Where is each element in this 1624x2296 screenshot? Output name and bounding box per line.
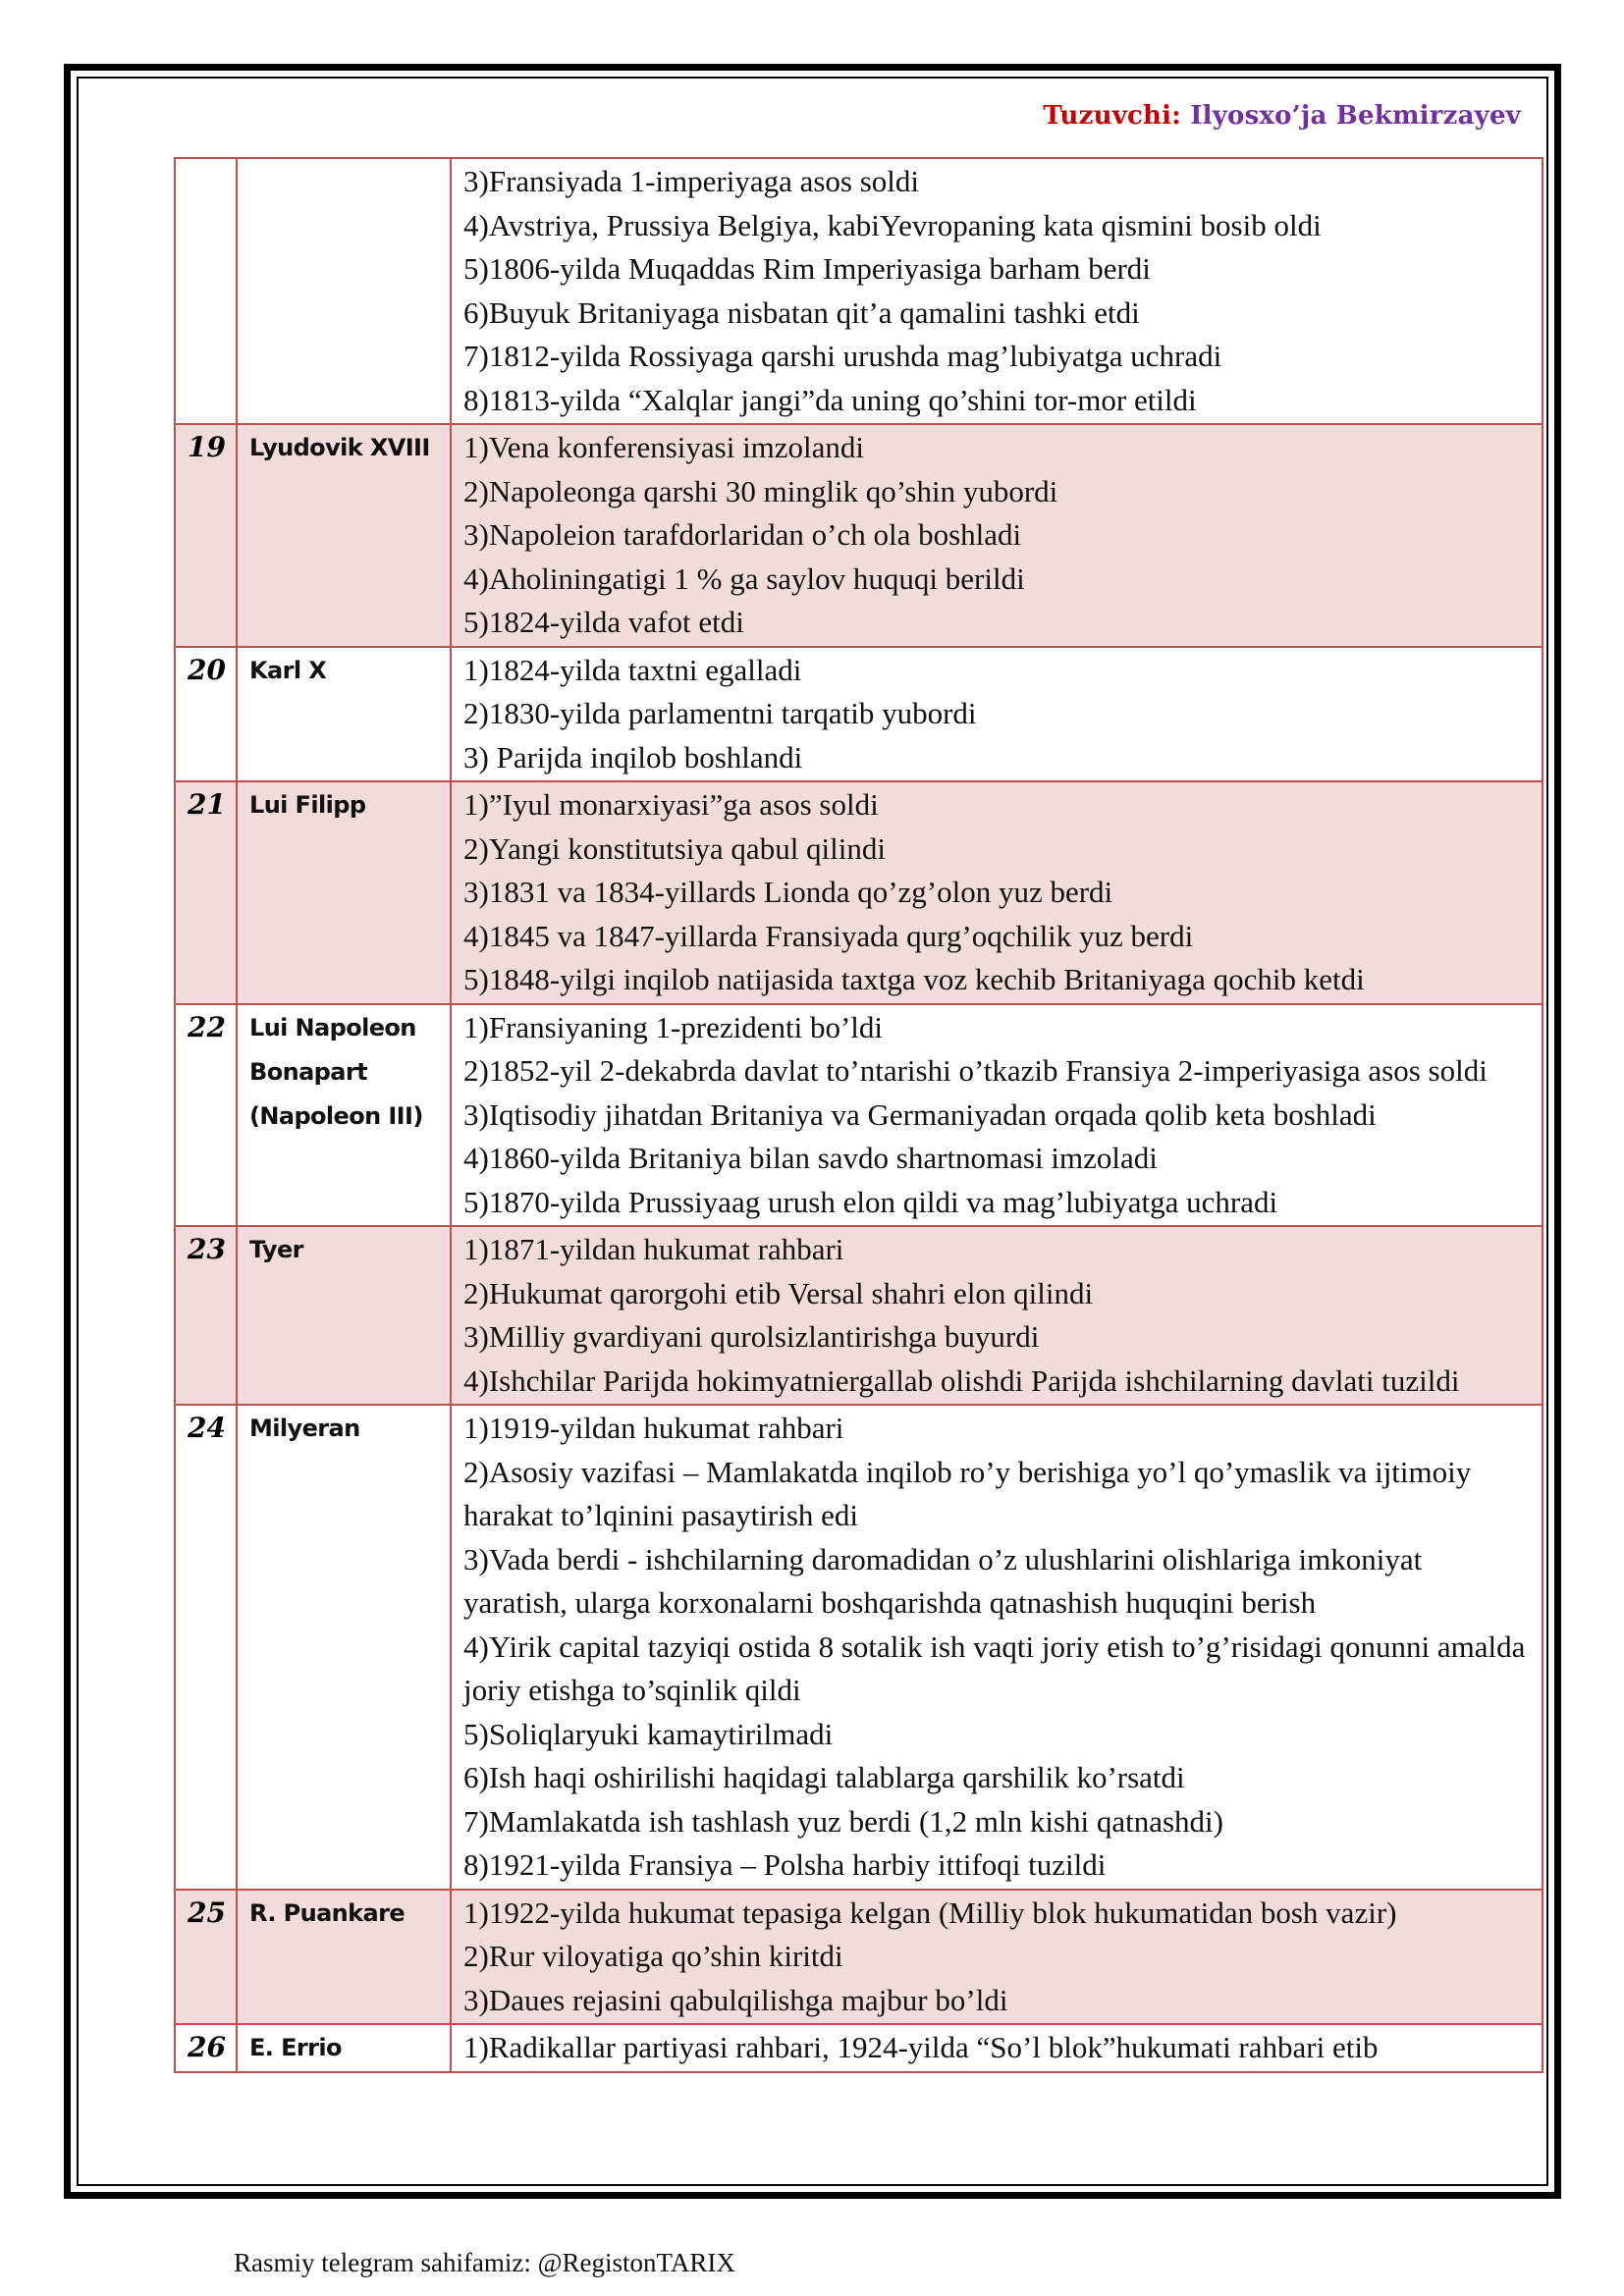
table-row <box>175 647 1543 782</box>
events-cell <box>451 1405 1543 1890</box>
row-number: 22 <box>175 1004 237 1227</box>
ruler-name: E. Errio <box>237 2024 451 2072</box>
event-item: 7)1812-yilda Rossiyaga qarshi urushda mag’lubiyatga uchradi <box>463 339 1222 373</box>
event-item: 2)Rur viloyatiga qo’shin kiritdi <box>463 1939 843 1973</box>
table-row <box>175 1890 1543 2025</box>
event-item: 2)Yangi konstitutsiya qabul qilindi <box>463 830 887 866</box>
table-row <box>175 1405 1543 1890</box>
event-item: 2)1830-yilda parlamentni tarqatib yubordi <box>463 696 977 730</box>
ruler-name: R. Puankare <box>237 1890 451 2025</box>
row-number: 19 <box>175 424 237 647</box>
events-cell <box>451 1226 1543 1405</box>
ruler-name: Lyudovik XVIII <box>237 424 451 647</box>
ruler-name: Milyeran <box>237 1405 451 1890</box>
row-number: 26 <box>175 2024 237 2072</box>
event-item: 8)1921-yilda Fransiya – Polsha harbiy ittifoqi tuzildi <box>463 1847 1107 1882</box>
event-item: 4)1860-yilda Britaniya bilan savdo shartnomasi imzoladi <box>463 1141 1158 1175</box>
event-item: 2)Asosiy vazifasi – Mamlakatda inqilob ro’y berishiga yo’l qo’ymaslik va ijtimoiy harakat to’lqinini pasaytirish edi <box>463 1454 1472 1532</box>
event-item: 3)Napoleion tarafdorlaridan o’ch ola boshladi <box>463 517 1022 552</box>
event-item: 5)1848-yilgi inqilob natijasida taxtga voz kechib Britaniyaga qochib ketdi <box>463 962 1365 996</box>
row-number: 25 <box>175 1890 237 2025</box>
event-item: 5)Soliqlaryuki kamaytirilmadi <box>463 1716 834 1751</box>
author-label: Tuzuvchi: <box>1043 101 1182 131</box>
row-number: 23 <box>175 1226 237 1405</box>
event-item: 4)Avstriya, Prussiya Belgiya, kabiYevropaning kata qismini bosib oldi <box>463 207 1322 242</box>
event-item: 3)Daues rejasini qabulqilishga majbur bo’ldi <box>463 1982 1008 2017</box>
ruler-name: Karl X <box>237 647 451 782</box>
event-item: 4)Yirik capital tazyiqi ostida 8 sotalik ish vaqti joriy etish to’g’risidagi qonunni amalda joriy etishga to’sqinlik qildi <box>463 1629 1526 1707</box>
event-item: 8)1813-yilda “Xalqlar jangi”da uning qo’shini tor-mor etildi <box>463 382 1197 417</box>
event-item: 4)1845 va 1847-yillarda Fransiyada qurg’oqchilik yuz berdi <box>463 918 1194 953</box>
table-row <box>175 158 1543 424</box>
event-item: 3)1831 va 1834-yillards Lionda qo’zg’olon yuz berdi <box>463 875 1113 909</box>
event-item: 5)1870-yilda Prussiyaag urush elon qildi va mag’lubiyatga uchradi <box>463 1184 1278 1219</box>
event-item: 3)Iqtisodiy jihatdan Britaniya va Germaniyadan orqada qolib keta boshladi <box>463 1096 1377 1132</box>
ruler-name <box>237 158 451 424</box>
event-item: 3)Vada berdi - ishchilarning daromadidan o’z ulushlarini olishlariga imkoniyat yaratish, ularga korxonalarni boshqarishda qatnashish huquqini berish <box>463 1541 1423 1620</box>
row-number: 21 <box>175 781 237 1004</box>
ruler-name: Lui Napoleon Bonapart (Napoleon III) <box>237 1004 451 1227</box>
event-item: 7)Mamlakatda ish tashlash yuz berdi (1,2 mln kishi qatnashdi) <box>463 1803 1223 1839</box>
table-row <box>175 781 1543 1004</box>
row-number: 20 <box>175 647 237 782</box>
events-cell <box>451 424 1543 647</box>
events-cell <box>451 1890 1543 2025</box>
row-number: 24 <box>175 1405 237 1890</box>
ruler-name: Lui Filipp <box>237 781 451 1004</box>
event-item: 3) Parijda inqilob boshlandi <box>463 739 803 774</box>
table-row <box>175 1226 1543 1405</box>
event-item: 1)Vena konferensiyasi imzolandi <box>463 430 865 464</box>
event-item: 4)Ishchilar Parijda hokimyatniergallab olishdi Parijda ishchilarning davlati tuzildi <box>463 1362 1460 1398</box>
rulers-table <box>174 157 1543 2073</box>
event-item: 3)Milliy gvardiyani qurolsizlantirishga buyurdi <box>463 1319 1040 1354</box>
event-item: 1)”Iyul monarxiyasi”ga asos soldi <box>463 787 879 822</box>
event-item: 2)Hukumat qarorgohi etib Versal shahri elon qilindi <box>463 1275 1094 1310</box>
table-row <box>175 2024 1543 2072</box>
table-row <box>175 1004 1543 1227</box>
ruler-name: Tyer <box>237 1226 451 1405</box>
telegram-footer: Rasmiy telegram sahifamiz: @RegistonTARIX <box>234 2248 735 2277</box>
event-item: 5)1806-yilda Muqaddas Rim Imperiyasiga barham berdi <box>463 251 1151 286</box>
event-item: 1)1824-yilda taxtni egalladi <box>463 652 802 687</box>
row-number <box>175 158 237 424</box>
events-cell <box>451 158 1543 424</box>
event-item: 6)Buyuk Britaniyaga nisbatan qit’a qamalini tashki etdi <box>463 294 1140 330</box>
events-cell <box>451 2024 1543 2072</box>
author-header <box>1043 101 1521 131</box>
author-name: Ilyosxo’ja Bekmirzayev <box>1190 101 1521 131</box>
events-cell <box>451 1004 1543 1227</box>
event-item: 1)1922-yilda hukumat tepasiga kelgan (Milliy blok hukumatidan bosh vazir) <box>463 1895 1397 1930</box>
event-item: 2)1852-yil 2-dekabrda davlat to’ntarishi o’tkazib Fransiya 2-imperiyasiga asos soldi <box>463 1053 1488 1088</box>
event-item: 1)1871-yildan hukumat rahbari <box>463 1232 844 1266</box>
events-cell <box>451 781 1543 1004</box>
event-item: 5)1824-yilda vafot etdi <box>463 605 744 639</box>
event-item: 1)1919-yildan hukumat rahbari <box>463 1411 844 1445</box>
event-item: 6)Ish haqi oshirilishi haqidagi talablarga qarshilik ko’rsatdi <box>463 1760 1185 1794</box>
table-row <box>175 424 1543 647</box>
event-item: 2)Napoleonga qarshi 30 minglik qo’shin yubordi <box>463 473 1058 508</box>
event-item: 1)Radikallar partiyasi rahbari, 1924-yilda “So’l blok”hukumati rahbari etib <box>463 2030 1379 2064</box>
event-item: 4)Aholiningatigi 1 % ga saylov huquqi berildi <box>463 561 1025 596</box>
event-item: 3)Fransiyada 1-imperiyaga asos soldi <box>463 164 920 198</box>
events-cell <box>451 647 1543 782</box>
event-item: 1)Fransiyaning 1-prezidenti bo’ldi <box>463 1009 884 1044</box>
